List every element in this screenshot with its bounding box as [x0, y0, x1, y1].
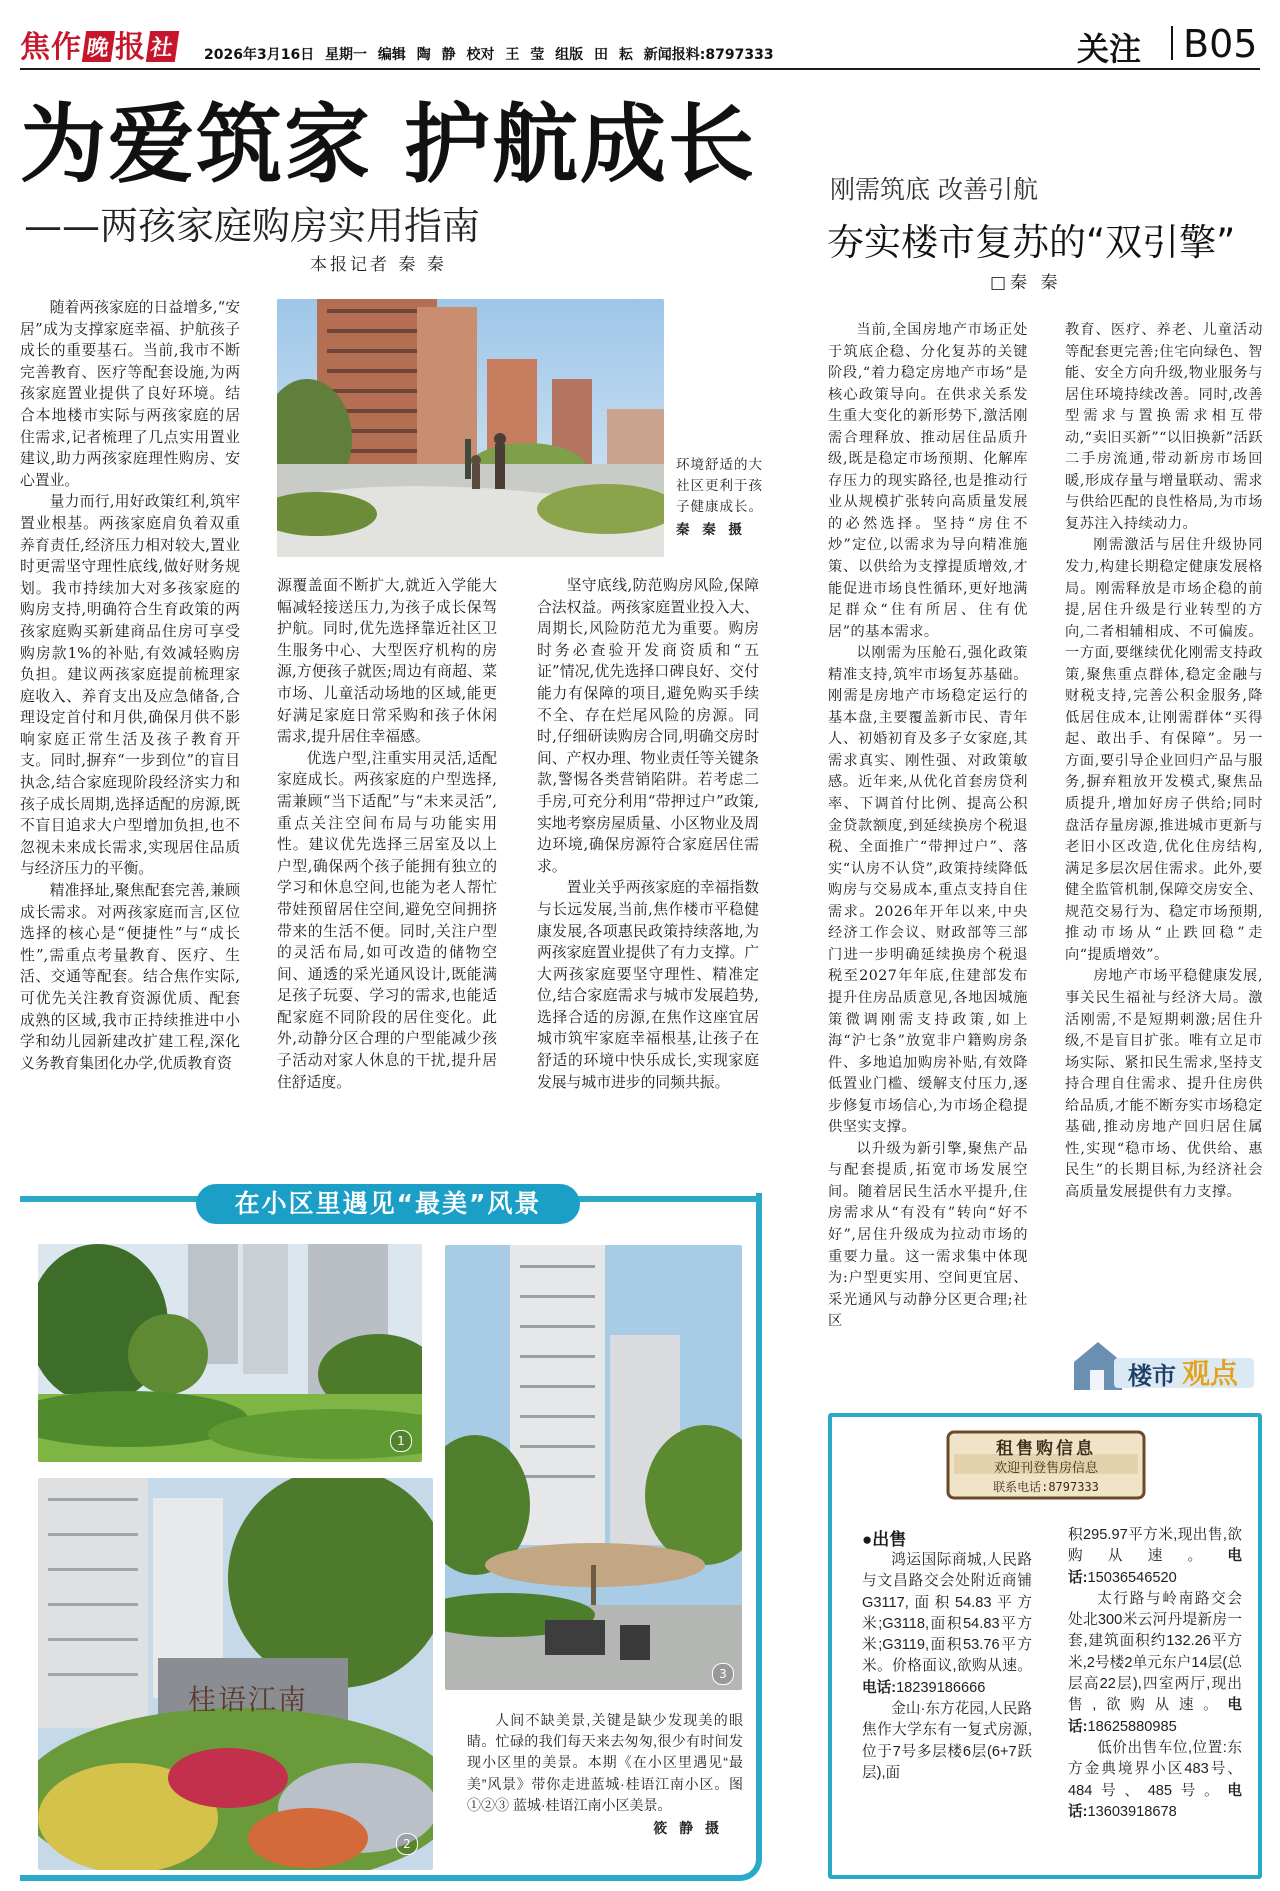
issue-info: 2026年3月16日 星期一 编辑 陶 静 校对 王 莹 组版 田 耘 新闻报料:8797333	[204, 47, 774, 63]
header-rule	[20, 68, 1260, 70]
listing: 金山·东方花园,人民路焦作大学东有一复式房源,位于7号多层楼6层(6+7跃层),面	[862, 1701, 1032, 1781]
classifieds-column-1	[862, 1550, 1032, 1784]
main-subheadline: ——两孩家庭购房实用指南	[24, 204, 481, 248]
listing: 太行路与岭南路交会处北300米云河丹堤新房一套,建筑面积约132.26平方米,2号楼2单元东户14层(总层高22层),四室两厅,现出售,欲购从速。电话:18625880985	[1068, 1590, 1242, 1735]
gallery-photo-2	[38, 1478, 433, 1870]
section-name: 关注	[1077, 30, 1142, 68]
opinion-byline: □秦 秦	[990, 273, 1062, 293]
paragraph: 刚需激活与居住升级协同发力,构建长期稳定健康发展格局。刚需释放是市场企稳的前提,居住升级是行业转型的方向,二者相辅相成、不可偏废。一方面,要继续优化刚需支持政策,聚焦重点群体,稳定金融与财税支持,完善公积金服务,降低居住成本,让刚需群体“买得起、敢出手、有保障”。另一方面,要引导企业回归产品与服务,摒弃粗放开发模式,聚焦品质提升,增加好房子供给;同时盘活存量房源,推进城市更新与老旧小区改造,优化住房结构,满足多层次居住需求。此外,要健全监管机制,保障交房安全、规范交易行为、稳定市场预期,推动市场从“止跌回稳”走向“提质增效”。	[1065, 537, 1263, 963]
paragraph: 以升级为新引擎,聚焦产品与配套提质,拓宽市场发展空间。随着居民生活水平提升,住房需求从“有没有”转向“好不好”,居住升级成为拉动市场的重要力量。这一需求集中体现为:户型更实用、空间更宜居、采光通风与动静分区更合理;社区	[828, 1140, 1028, 1330]
gallery-credit: 筱 静 摄	[653, 1820, 723, 1837]
gallery-photo-1	[38, 1244, 422, 1462]
community-name-sign: 桂语江南	[188, 1683, 309, 1716]
market-view-logo: 楼市 观点	[1070, 1336, 1260, 1394]
paragraph: 精准择址,聚焦配套完善,兼顾成长需求。对两孩家庭而言,区位选择的核心是“便捷性”与“成长性”,需重点考量教育、医疗、生活、交通等配套。结合焦作实际,可优先关注教育资源优质、配套成熟的区域,我市正持续推进中小学和幼儿园新建改扩建工程,深化义务教育集团化办学,优质教育资	[20, 882, 240, 1072]
classifieds-sign: 租售购信息 欢迎刊登售房信息 联系电话:8797333	[946, 1430, 1146, 1500]
photo-number-2: 2	[396, 1833, 418, 1855]
gallery-banner: 在小区里遇见“最美”风景	[196, 1184, 580, 1224]
paragraph: 以刚需为压舱石,强化政策精准支持,筑牢市场复苏基础。刚需是房地产市场稳定运行的基本盘,主要覆盖新市民、青年人、初婚初育及多子女家庭,其需求真实、刚性强、对政策敏感。近年来,从优化首套房贷利率、下调首付比例、提高公积金贷款额度,到延续换房个税退税、全面推广“带押过户”、落实“认房不认贷”,政策持续降低购房与交易成本,重点支持自住需求。2026年开年以来,中央经济工作会议、财政部等三部门进一步明确延续换房个税退税至2027年年底,住建部发布提升住房品质意见,各地因城施策微调刚需支持政策,如上海“沪七条”放宽非户籍购房条件、多地追加购房补贴,有效降低置业门槛、缓解支付压力,逐步修复市场信心,为市场企稳提供坚实支撑。	[828, 645, 1028, 1136]
classifieds-heading: ●出售	[862, 1530, 907, 1549]
paragraph: 当前,全国房地产市场正处于筑底企稳、分化复苏的关键阶段,“着力稳定房地产市场”是核心政策导向。在供求关系发生重大变化的新形势下,激活刚需合理释放、推动居住品质升级,既是稳定市场预期、化解库存压力的现实路径,也是推动行业从规模扩张转向高质量发展的必然选择。坚持“房住不炒”定位,以需求为导向精准施策、以供给为支撑提质增效,才能促进市场良性循环,更好地满足群众“住有所居、住有优居”的基本需求。	[828, 322, 1028, 640]
paragraph: 教育、医疗、养老、儿童活动等配套更完善;住宅向绿色、智能、安全方向升级,物业服务与居住环境持续改善。同时,改善型需求与置换需求相互带动,“卖旧买新”“以旧换新”活跃二手房流通,带动新房市场回暖,形成存量与增量联动、需求与供给匹配的良性格局,为市场复苏注入持续动力。	[1065, 322, 1263, 532]
photo-caption: 环境舒适的大社区更利于孩子健康成长。 秦 秦 摄	[676, 455, 768, 541]
paragraph: 源覆盖面不断扩大,就近入学能大幅减轻接送压力,为孩子成长保驾护航。同时,优先选择靠近社区卫生服务中心、大型医疗机构的房源,方便孩子就医;周边有商超、菜市场、儿童活动场地的区域,能更好满足家庭日常采购和孩子休闲需求,提升居住幸福感。	[277, 577, 497, 746]
header-divider	[1171, 26, 1173, 60]
listing: 积295.97平方米,现出售,欲购从速。电话:15036546520	[1068, 1527, 1242, 1586]
paragraph: 优选户型,注重实用灵活,适配家庭成长。两孩家庭的户型选择,需兼顾“当下适配”与“未来灵活”,重点关注空间布局与功能实用性。建议优先选择三居室及以上户型,确保两个孩子能拥有独立的学习和休息空间,也能为老人帮忙带娃预留居住空间,避免空间拥挤带来的生活不便。同时,关注户型的灵活布局,如可改造的储物空间、通透的采光通风设计,既能满足孩子玩耍、学习的需求,也能适配家庭不同阶段的居住变化。此外,动静分区合理的户型能减少孩子活动对家人休息的干扰,提升居住舒适度。	[277, 749, 497, 1091]
opinion-column-2	[1065, 320, 1263, 1203]
main-article-column-3	[537, 575, 759, 1093]
paragraph: 随着两孩家庭的日益增多,“安居”成为支撑家庭幸福、护航孩子成长的重要基石。当前,我市不断完善教育、医疗等配套设施,为两孩家庭置业提供了良好环境。结合本地楼市实际与两孩家庭的居住需求,记者梳理了几点实用置业建议,助力两孩家庭理性购房、安心置业。	[20, 299, 240, 489]
photo-credit: 秦 秦 摄	[676, 522, 746, 538]
page-number: B05	[1183, 22, 1258, 66]
paragraph: 房地产市场平稳健康发展,事关民生福祉与经济大局。激活刚需,不是短期刺激;居住升级,不是盲目扩张。唯有立足市场实际、紧扣民生需求,坚持支持合理自住需求、提升住房供给品质,才能不断夯实市场稳定基础,推动房地产回归居住属性,实现“稳市场、优供给、惠民生”的长期目标,为经济社会高质量发展提供有力支撑。	[1065, 968, 1263, 1200]
photo-number-3: 3	[712, 1663, 734, 1685]
paragraph: 量力而行,用好政策红利,筑牢置业根基。两孩家庭肩负着双重养育责任,经济压力相对较大,置业时更需坚守理性底线,做好财务规划。我市持续加大对多孩家庭的购房支持,明确符合生育政策的两孩家庭购买新建商品住房可享受购房款1%的补贴,有效减轻购房负担。建议两孩家庭提前梳理家庭收入、养育支出及应急储备,合理设定首付和月供,确保月供不影响家庭正常生活及孩子教育开支。同时,摒弃“一步到位”的盲目执念,结合家庭现阶段经济实力和孩子成长周期,选择适配的房源,既不盲目追求大户型增加负担,也不忽视未来成长需求,实现居住品质与经济压力的平衡。	[20, 493, 240, 878]
community-photo	[277, 299, 664, 557]
paragraph: 置业关乎两孩家庭的幸福指数与长远发展,当前,焦作楼市平稳健康发展,各项惠民政策持续落地,为两孩家庭置业提供了有力支撑。广大两孩家庭要坚守理性、精准定位,结合家庭需求与城市发展趋势,选择合适的房源,在焦作这座宜居城市筑牢家庭幸福根基,让孩子在舒适的环境中快乐成长,实现家庭发展与城市进步的同频共振。	[537, 879, 759, 1091]
gallery-photo-3	[445, 1245, 742, 1690]
photo-number-1: 1	[390, 1430, 412, 1452]
paragraph: 坚守底线,防范购房风险,保障合法权益。两孩家庭置业投入大、周期长,风险防范尤为重要。购房时务必查验开发商资质和“五证”情况,优先选择口碑良好、交付能力有保障的项目,避免购买手续不全、存在烂尾风险的房源。同时,仔细研读购房合同,明确交房时间、产权办理、物业责任等关键条款,警惕各类营销陷阱。若考虑二手房,可充分利用“带押过户”政策,实地考察房屋质量、小区物业及周边环境,确保房源符合家庭居住需求。	[537, 577, 759, 875]
opinion-kicker: 刚需筑底 改善引航	[830, 175, 1038, 204]
main-article-column-1	[20, 297, 240, 1074]
main-article-column-2	[277, 575, 497, 1093]
main-headline: 为爱筑家 护航成长	[20, 95, 756, 195]
newspaper-logo: 焦作 晚 报 社	[20, 22, 179, 66]
gallery-caption: 人间不缺美景,关键是缺少发现美的眼睛。忙碌的我们每天来去匆匆,很少有时间发现小区里的美景。本期《在小区里遇见“最美”风景》带你走进蓝城·桂语江南小区。图①②③ 蓝城·桂语江南小区美景。 筱 静 摄	[467, 1710, 743, 1839]
opinion-column-1	[828, 320, 1028, 1333]
opinion-headline: 夯实楼市复苏的“双引擎”	[827, 221, 1236, 264]
listing: 鸿运国际商城,人民路与文昌路交会处附近商铺G3117,面积54.83平方米;G3118,面积54.83平方米;G3119,面积53.76平方米。价格面议,欲购从速。电话:18239186666	[862, 1552, 1032, 1696]
classifieds-column-2	[1068, 1525, 1242, 1823]
listing: 低价出售车位,位置:东方金典境界小区483号、484号、485号。电话:13603918678	[1068, 1739, 1242, 1820]
main-byline: 本报记者 秦 秦	[310, 255, 447, 275]
